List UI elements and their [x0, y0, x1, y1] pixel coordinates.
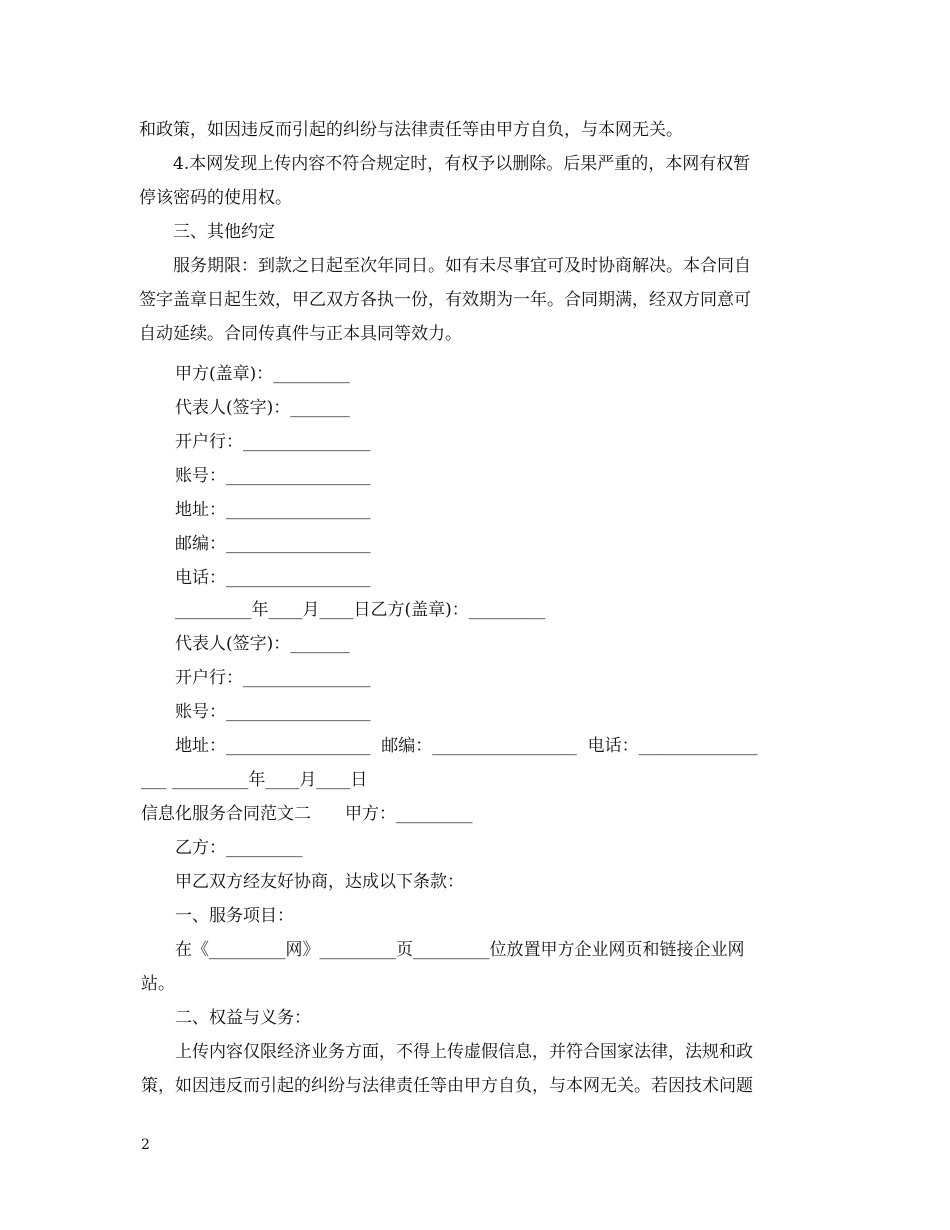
text-line: 自动延续。合同传真件与正本具同等效力。	[139, 324, 462, 344]
form-line: 信息化服务合同范文二 甲方：_________	[141, 804, 473, 824]
text-line: 停该密码的使用权。	[139, 188, 292, 208]
section-heading: 三、其他约定	[173, 222, 275, 242]
form-line: 地址：_________________ 邮编：_________________ 电话：______________	[175, 736, 758, 756]
page-number: 2	[141, 1137, 150, 1153]
text-line: 甲乙双方经友好协商，达成以下条款：	[175, 872, 464, 892]
section-heading: 二、权益与义务：	[175, 1008, 311, 1028]
form-line: _________年____月____日乙方(盖章)：_________	[175, 600, 546, 620]
text-line: 策，如因违反而引起的纠纷与法律责任等由甲方自负，与本网无关。若因技术问题	[141, 1076, 753, 1096]
text-line: 站。	[141, 974, 175, 994]
text-line: 上传内容仅限经济业务方面，不得上传虚假信息，并符合国家法律，法规和政	[175, 1042, 753, 1062]
form-line: 开户行：_______________	[175, 432, 371, 452]
text-line: 签字盖章日起生效，甲乙双方各执一份，有效期为一年。合同期满，经双方同意可	[139, 290, 751, 310]
form-line: 甲方(盖章)：_________	[175, 364, 350, 384]
form-line: 地址：_________________	[175, 500, 371, 520]
form-line: 邮编：_________________	[175, 534, 371, 554]
form-line: 电话：_________________	[175, 568, 371, 588]
form-line: 账号：_________________	[175, 702, 371, 722]
form-line: 账号：_________________	[175, 466, 371, 486]
form-line: 乙方：_________	[175, 838, 303, 858]
form-line: ___ _________年____月____日	[141, 770, 368, 790]
form-line: 代表人(签字)：_______	[175, 398, 350, 418]
form-line: 代表人(签字)：_______	[175, 634, 350, 654]
text-line: 在《_________网》_________页_________位放置甲方企业网页和链接企业网	[175, 940, 745, 960]
form-line: 开户行：_______________	[175, 668, 371, 688]
text-line: 4.本网发现上传内容不符合规定时，有权予以删除。后果严重的，本网有权暂	[173, 154, 751, 174]
text-line: 服务期限：到款之日起至次年同日。如有未尽事宜可及时协商解决。本合同自	[173, 256, 751, 276]
section-heading: 一、服务项目：	[175, 906, 294, 926]
text-line: 和政策，如因违反而引起的纠纷与法律责任等由甲方自负，与本网无关。	[139, 120, 683, 140]
